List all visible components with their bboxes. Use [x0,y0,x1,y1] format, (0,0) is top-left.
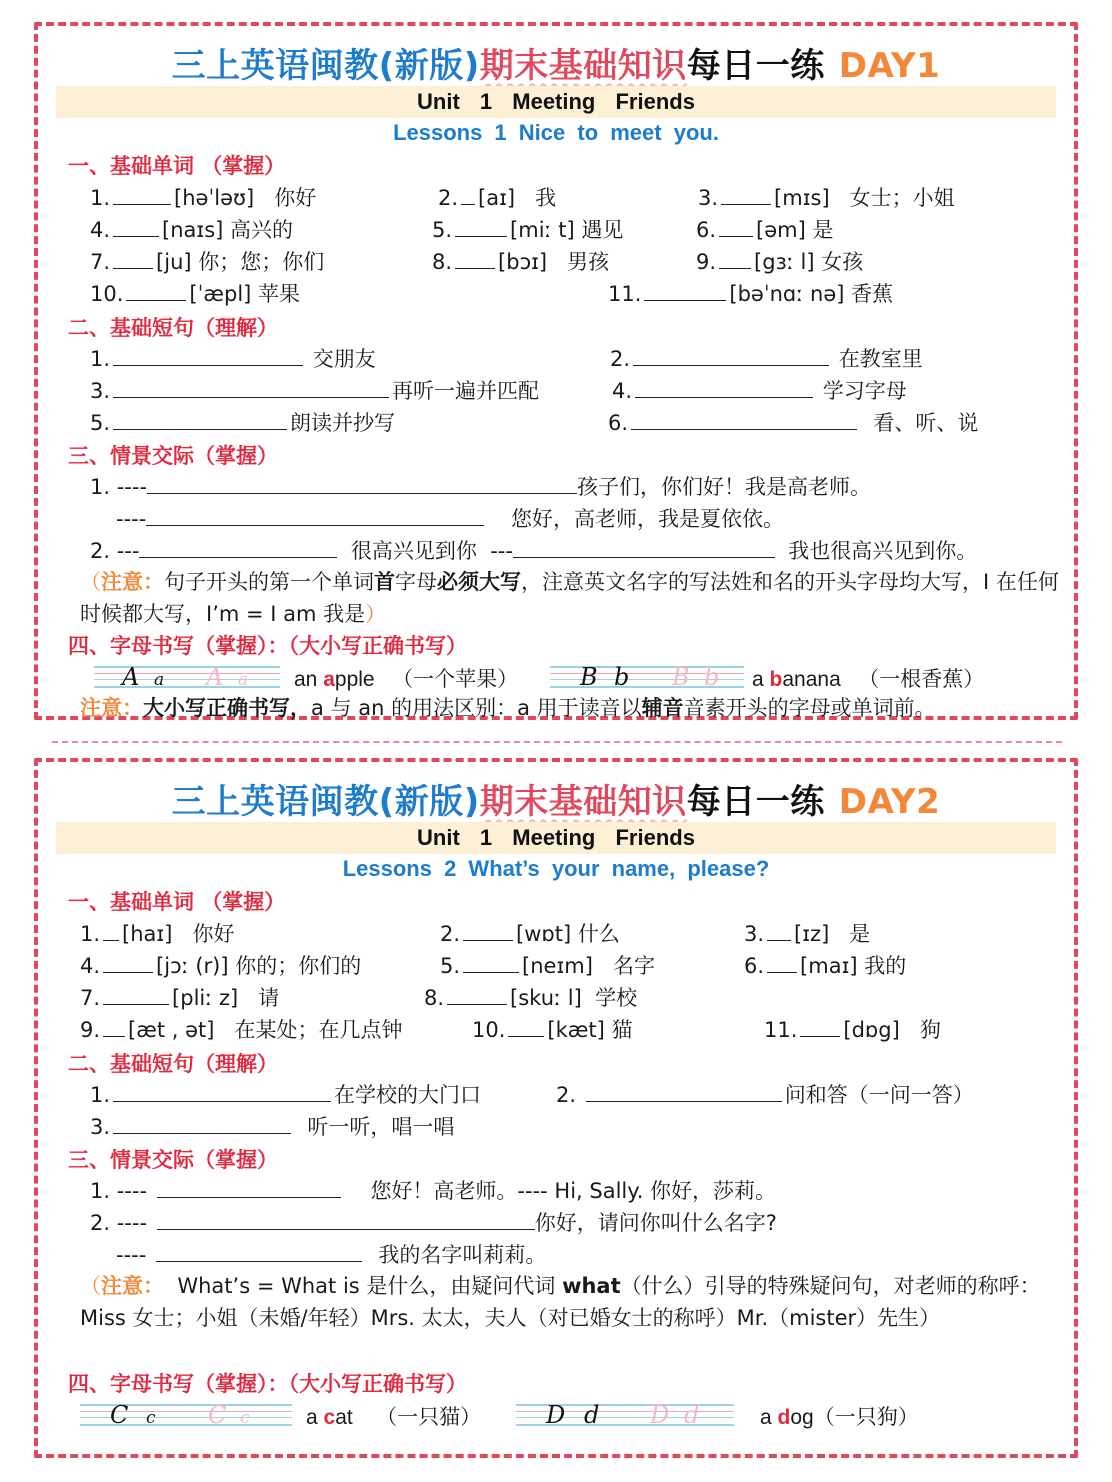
day1-dialog-2: 2. --- 很高兴见到你 --- 我也很高兴见到你。 [90,536,977,565]
day1-card [34,22,1078,720]
day2-word-2: 2. [wɒt] 什么 [440,919,620,948]
trace-upper-a: A [206,663,224,691]
trace-upper-c: C [208,1401,227,1429]
day2-dialog-1: 1. ---- 您好！高老师。---- Hi, Sally. 你好，莎莉。 [90,1176,776,1205]
day2-writing-lines-c [80,1401,292,1429]
day1-phrase-4: 4. 学习字母 [612,376,907,405]
day2-dialog-2a: 2. ---- 你好，请问你叫什么名字? [90,1208,777,1237]
letter-upper-b: B [580,663,598,691]
day2-phrase-3: 3. 听一听，唱一唱 [90,1112,454,1141]
day2-word-11: 11. [dɒg] 狗 [764,1015,941,1044]
day2-word-6: 6. [maɪ] 我的 [744,951,906,980]
day1-title: 三上英语闽教(新版)期末基础知识每日一练 DAY1 [171,46,941,86]
day2-section2-heading: 二、基础短句（理解） [68,1052,278,1076]
day2-section3-heading: 三、情景交际（掌握） [68,1148,278,1172]
day2-card [34,758,1078,1458]
day1-word-6: 6. [əm] 是 [696,215,834,244]
day2-word-1: 1. [haɪ] 你好 [80,919,234,948]
day1-note-articles: 注意：大小写正确书写，a 与 an 的用法区别：a 用于读音以辅音音素开头的字母或单词前。 [80,696,936,720]
day2-phrase-1: 1. 在学校的大门口 [90,1080,481,1109]
day2-word-9: 9. [æt , ət] 在某处；在几点钟 [80,1015,403,1044]
day2-title: 三上英语闽教(新版)期末基础知识每日一练 DAY2 [171,782,941,822]
day1-unit-bar: Unit 1 Meeting Friends [56,86,1056,118]
day1-word-10: 10. [ˈæpl] 苹果 [90,279,300,308]
day1-example-apple: an apple （一个苹果） [294,668,519,691]
day1-word-2: 2. [aɪ] 我 [438,183,556,212]
day-separator [52,741,1062,743]
day1-word-1: 1. [həˈləʊ] 你好 [90,183,316,212]
day2-word-4: 4. [jɔː (r)] 你的；你们的 [80,951,361,980]
letter-upper-d: D [546,1401,566,1429]
day1-note-capitals: （注意：句子开头的第一个单词首字母必须大写，注意英文名字的写法姓和名的开头字母均大写，I 在任何时候都大写，I’m = I am 我是） [80,570,1059,626]
day2-dialog-2b: ---- 我的名字叫莉莉。 [116,1240,546,1269]
day2-example-dog: a dog（一只狗） [760,1406,919,1429]
day1-section4-heading: 四、字母书写（掌握）：（大小写正确书写） [68,634,467,658]
day1-phrase-5: 5. 朗读并抄写 [90,408,395,437]
day2-word-5: 5. [neɪm] 名字 [440,951,655,980]
day1-word-4: 4. [naɪs] 高兴的 [90,215,293,244]
letter-lower-a: a [154,670,165,690]
day1-word-11: 11. [bəˈnɑː nə] 香蕉 [608,279,893,308]
letter-lower-b: b [614,663,630,691]
trace-lower-d: d [684,1401,700,1429]
day1-phrase-3: 3. 再听一遍并匹配 [90,376,539,405]
day1-section2-heading: 二、基础短句（理解） [68,316,278,340]
day2-word-10: 10. [kæt] 猫 [472,1015,633,1044]
day2-word-8: 8. [skuː l] 学校 [424,983,637,1012]
day2-word-7: 7. [pliː z] 请 [80,983,279,1012]
day1-word-8: 8. [bɔɪ] 男孩 [432,247,609,276]
trace-upper-d: D [650,1401,670,1429]
day2-word-3: 3. [ɪz] 是 [744,919,870,948]
day1-lesson-title: Lessons 1 Nice to meet you. [393,120,719,145]
day2-lesson-title: Lessons 2 What’s your name, please? [342,856,770,881]
trace-lower-b: b [704,663,720,691]
day1-phrase-2: 2. 在教室里 [610,344,923,373]
letter-lower-c: c [146,1408,156,1428]
day1-example-banana: a banana （一根香蕉） [752,668,985,691]
letter-lower-d: d [584,1401,600,1429]
day2-writing-lines-d [516,1401,734,1429]
day2-section1-heading: 一、基础单词 （掌握） [68,890,286,914]
day1-word-7: 7. [ju] 你；您；你们 [90,247,324,276]
trace-lower-c: c [240,1408,250,1428]
day1-dialog-1b: ---- 您好，高老师，我是夏依依。 [116,504,784,533]
day1-phrase-6: 6. 看、听、说 [608,408,978,437]
day1-word-5: 5. [miː t] 遇见 [432,215,623,244]
day1-section1-heading: 一、基础单词 （掌握） [68,154,286,178]
trace-lower-a: a [238,670,249,690]
day2-phrase-2: 2. 问和答（一问一答） [556,1080,974,1109]
day2-unit-bar: Unit 1 Meeting Friends [56,822,1056,854]
day2-example-cat: a cat （一只猫） [306,1406,482,1429]
letter-upper-a: A [122,663,140,691]
day1-writing-lines-a [94,663,280,691]
letter-upper-c: C [110,1401,129,1429]
day1-word-9: 9. [gɜː l] 女孩 [696,247,863,276]
day1-dialog-1a: 1. ---- 孩子们，你们好！我是高老师。 [90,472,871,501]
day1-phrase-1: 1. 交朋友 [90,344,376,373]
day1-section3-heading: 三、情景交际（掌握） [68,444,278,468]
trace-upper-b: B [672,663,690,691]
day2-section4-heading: 四、字母书写（掌握）：（大小写正确书写） [68,1372,467,1396]
day2-note-whats: （注意： What’s = What is 是什么，由疑问代词 what（什么）引导的特殊疑问句，对老师的称呼：Miss 女士；小姐（未婚/年轻）Mrs. 太太，夫人（对已婚女士的称呼）Mr.（mister）先生） [80,1274,1041,1330]
day1-word-3: 3. [mɪs] 女士；小姐 [698,183,955,212]
day1-writing-lines-b [550,663,744,691]
